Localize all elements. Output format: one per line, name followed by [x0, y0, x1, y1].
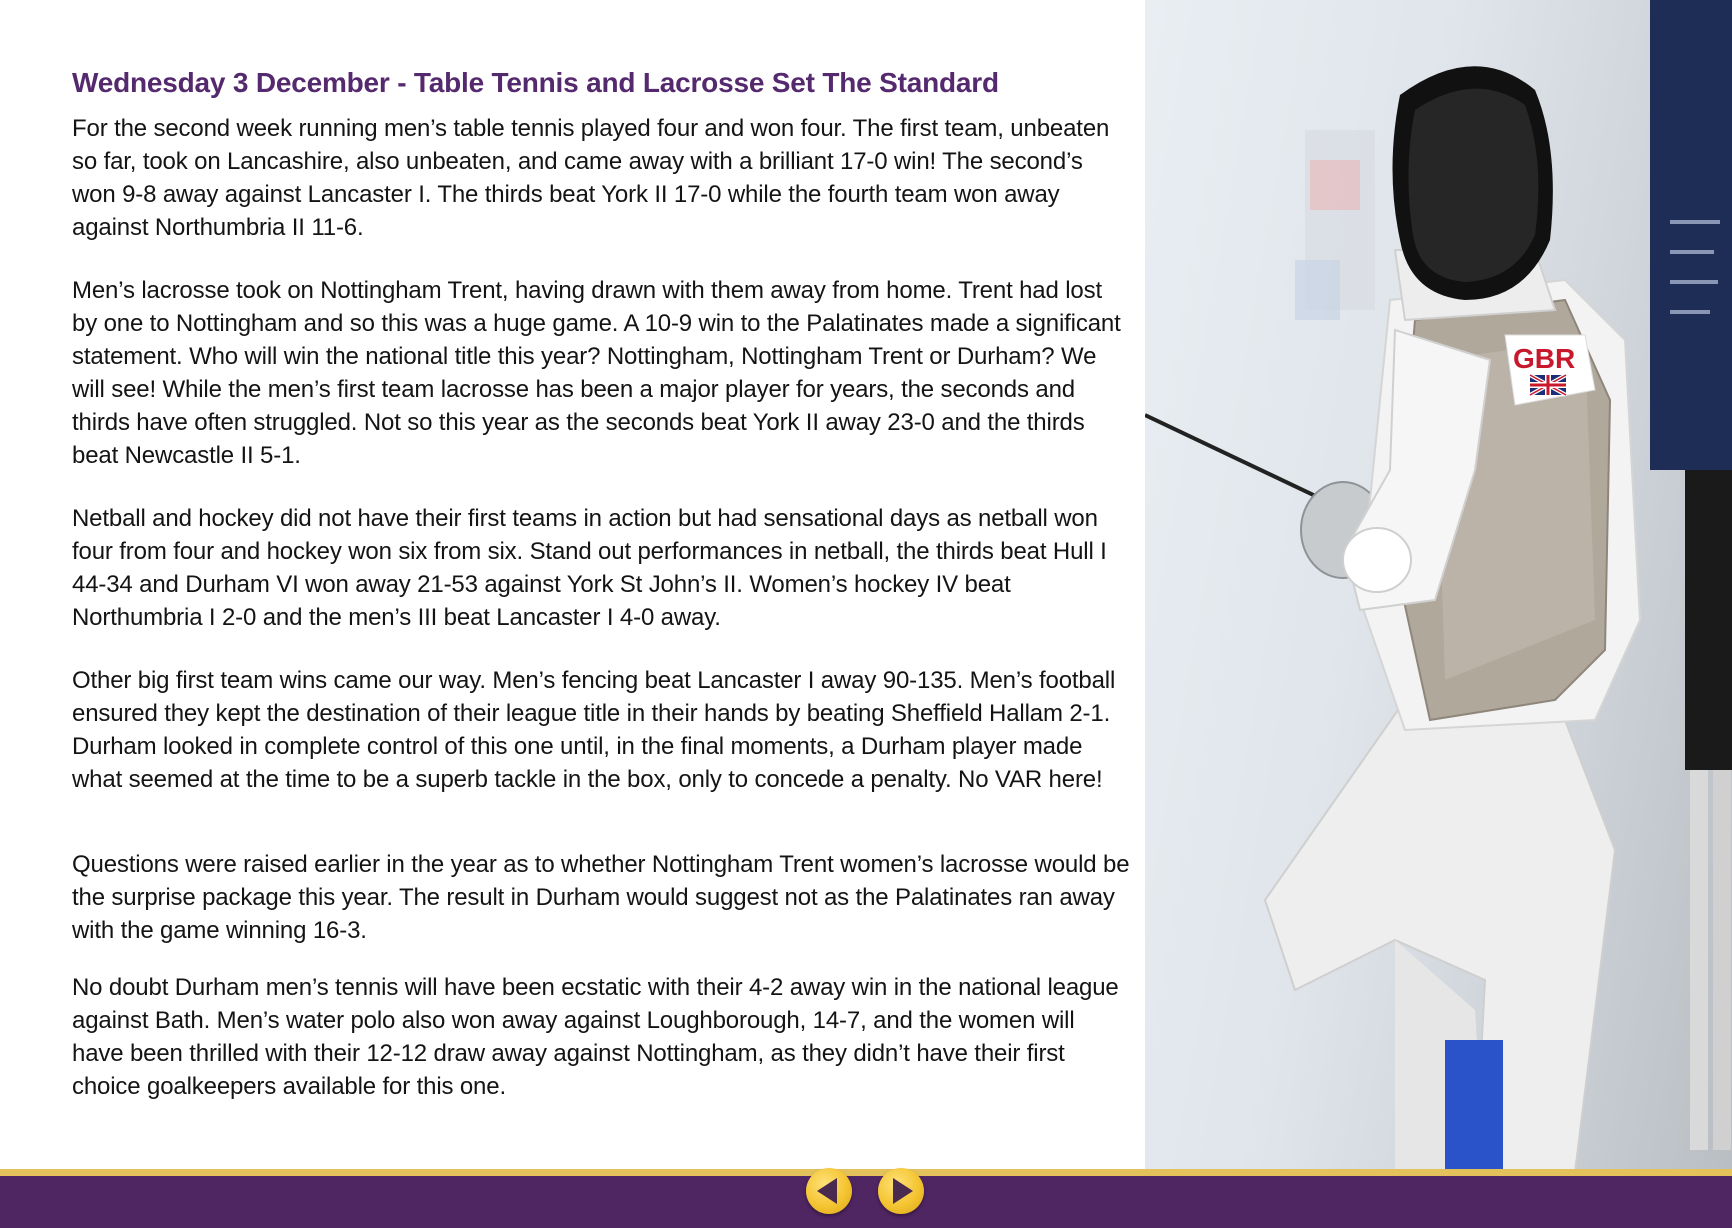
footer-bar: [0, 1176, 1732, 1228]
fencer-photo: [1145, 0, 1732, 1172]
arrow-right-icon: [893, 1178, 913, 1204]
article-title: Wednesday 3 December - Table Tennis and Lacrosse Set The Standard: [72, 67, 999, 98]
article-paragraph: For the second week running men’s table tennis played four and won four. The first team, unbeaten so far, took on Lancashire, also unbeaten, and came away with a brilliant 17-0 win! The second’s won 9-8 away against Lancaster I. The thirds beat York II 17-0 while the fourth team won away against Northumbria II 11-6.: [72, 115, 1110, 241]
fencer-illustration: [1145, 0, 1732, 1172]
blue-sock: [1445, 1040, 1503, 1172]
article: [72, 64, 1132, 1103]
svg-text:GBR: GBR: [1513, 343, 1576, 374]
article-paragraph: No doubt Durham men’s tennis will have been ecstatic with their 4-2 away win in the national league against Bath. Men’s water polo also won away against Loughborough, 14-7, and the women will have been thrilled with their 12-12 draw away against Nottingham, as they didn’t have their first choice goalkeepers available for this one.: [72, 974, 1119, 1100]
article-paragraph: Men’s lacrosse took on Nottingham Trent, having drawn with them away from home. Trent had lost by one to Nottingham and so this was a huge game. A 10-9 win to the Palatinates made a significant statement. Who will win the national title this year? Nottingham, Nottingham Trent or Durham? We will see! While the men’s first team lacrosse has been a major player for years, the seconds and thirds have often struggled. Not so this year as the seconds beat York II away 23-0 and the thirds beat Newcastle II 5-1.: [72, 277, 1121, 469]
footer-accent-line: [0, 1169, 1732, 1176]
previous-page-button[interactable]: [806, 1168, 852, 1214]
arrow-left-icon: [817, 1178, 837, 1204]
article-paragraph: Questions were raised earlier in the year as to whether Nottingham Trent women’s lacrosse would be the surprise package this year. The result in Durham would suggest not as the Palatinates ran away with the game winning 16-3.: [72, 851, 1130, 944]
background-banner: [1650, 0, 1732, 470]
next-page-button[interactable]: [878, 1168, 924, 1214]
fencing-glove: [1343, 528, 1411, 592]
article-paragraph: Other big first team wins came our way. Men’s fencing beat Lancaster I away 90-135. Men’s football ensured they kept the destination of their league title in their hands by beating Sheffield Hallam 2-1. Durham looked in complete control of this one until, in the final moments, a Durham player made what seemed at the time to be a superb tackle in the box, only to concede a penalty. No VAR here!: [72, 667, 1116, 793]
article-paragraph: Netball and hockey did not have their first teams in action but had sensational days as netball won four from four and hockey won six from six. Stand out performances in netball, the thirds beat Hull I 44-34 and Durham VI won away 21-53 against York St John’s II. Women’s hockey IV beat Northumbria I 2-0 and the men’s III beat Lancaster I 4-0 away.: [72, 505, 1107, 631]
